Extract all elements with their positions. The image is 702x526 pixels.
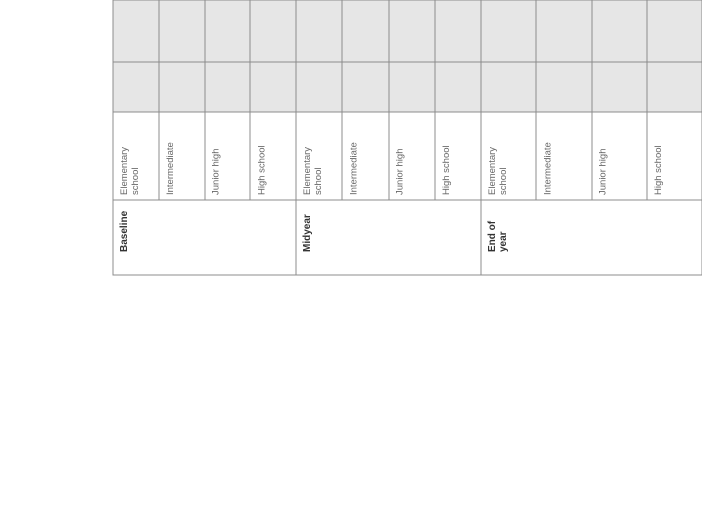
school-level-label: Intermediate: [348, 142, 360, 195]
school-level-label: Junior high: [210, 148, 222, 195]
school-level-label: Intermediate: [164, 142, 176, 195]
period-label: End of: [487, 220, 498, 252]
school-level-label: High school: [256, 145, 268, 195]
school-level-label: school: [130, 167, 141, 195]
school-level-label: High school: [440, 145, 452, 195]
school-level-label: Intermediate: [542, 142, 554, 195]
period-label: Midyear: [302, 214, 313, 252]
school-level-label: Elementary: [302, 146, 313, 195]
school-level-label: Junior high: [394, 148, 406, 195]
period-label: Baseline: [119, 210, 130, 252]
school-level-label: Junior high: [597, 148, 609, 195]
school-level-label: Elementary: [119, 146, 130, 195]
data-cells: [114, 1, 701, 111]
school-level-label: school: [313, 167, 324, 195]
school-level-label: school: [498, 167, 509, 195]
period-label: year: [498, 231, 509, 252]
school-level-label: Elementary: [487, 146, 498, 195]
school-level-label: High school: [652, 145, 664, 195]
